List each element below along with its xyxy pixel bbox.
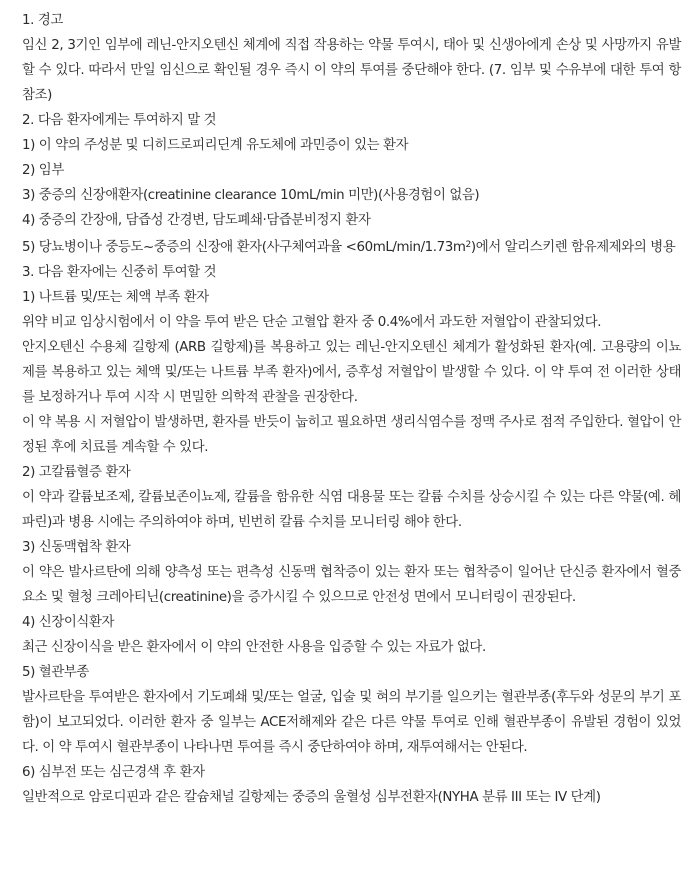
contraindication-item-5 xyxy=(22,233,681,260)
warning-paragraph: 임신 2, 3기인 임부에 레닌-안지오텐신 체계에 직접 작용하는 약물 투여시, 태아 및 신생아에게 손상 및 사망까지 유발할 수 있다. 따라서 만일 임신으로 확인될 경우 즉시 이 약의 투여를 중단해야 한다. (7. 임부 및 수유부에 대한 투여 항 참조) xyxy=(22,38,681,103)
caution-item-2-text: 이 약과 칼륨보조제, 칼륨보존이뇨제, 칼륨을 함유한 식염 대용물 또는 칼륨 수치를 상승시킬 수 있는 다른 약물(예. 헤파린)과 병용 시에는 주의하여야 하며, 빈번히 칼륨 수치를 모니터링 해야 한다. xyxy=(22,490,681,530)
caution-item-1-text-c: 이 약 복용 시 저혈압이 발생하면, 환자를 반듯이 눕히고 필요하면 생리식염수를 정맥 주사로 점적 주입한다. 혈압이 안정된 후에 치료를 계속할 수 있다. xyxy=(22,415,681,455)
contraindication-item-5-tail: )에서 알리스키렌 함유제제와의 병용 xyxy=(470,240,676,255)
caution-item-4-text: 최근 신장이식을 받은 환자에서 이 약의 안전한 사용을 입증할 수 있는 자료가 없다. xyxy=(22,640,486,655)
caution-item-5-text: 발사르탄을 투여받은 환자에서 기도폐쇄 및/또는 얼굴, 입술 및 혀의 부기를 일으키는 혈관부종(후두와 성문의 부기 포함)이 보고되었다. 이러한 환자 중 일부는 ACE저해제와 같은 다른 약물 투여로 인해 혈관부종이 유발된 경험이 있었다. 이 약 투여시 혈관부종이 나타나면 투여를 즉시 중단하여야 하며, 재투여해서는 안된다. xyxy=(22,690,681,755)
caution-item-4-title: 4) 신장이식환자 xyxy=(22,615,115,630)
caution-item-2-title: 2) 고칼륨혈증 환자 xyxy=(22,465,131,480)
contraindication-item-1: 1) 이 약의 주성분 및 디히드로피리딘계 유도체에 과민증이 있는 환자 xyxy=(22,138,409,153)
caution-item-1-text-a: 위약 비교 임상시험에서 이 약을 투여 받은 단순 고혈압 환자 중 0.4%에서 과도한 저혈압이 관찰되었다. xyxy=(22,315,602,330)
caution-item-5-title: 5) 혈관부종 xyxy=(22,665,89,680)
caution-item-1-title: 1) 나트륨 및/또는 체액 부족 환자 xyxy=(22,290,209,305)
heading-caution: 3. 다음 환자에는 신중히 투여할 것 xyxy=(22,265,217,280)
superscript-two: 2 xyxy=(465,240,471,250)
heading-warning: 1. 경고 xyxy=(22,13,63,28)
contraindication-item-3: 3) 중증의 신장애환자(creatinine clearance 10mL/min 미만)(사용경험이 없음) xyxy=(22,188,480,203)
caution-item-3-title: 3) 신동맥협착 환자 xyxy=(22,540,131,555)
caution-item-3-text: 이 약은 발사르탄에 의해 양측성 또는 편측성 신동맥 협착증이 있는 환자 또는 협착증이 일어난 단신증 환자에서 혈중 요소 및 혈청 크레아티닌(creatinine)을 증가시킬 수 있으므로 안전성 면에서 모니터링이 권장된다. xyxy=(22,565,681,605)
contraindication-item-5-text: 5) 당뇨병이나 중등도~중증의 신장애 환자(사구체여과율 <60mL/min/1.73m xyxy=(22,240,466,255)
contraindication-item-4: 4) 중증의 간장애, 담즙성 간경변, 담도폐쇄·담즙분비정지 환자 xyxy=(22,213,371,228)
caution-item-6-text: 일반적으로 암로디핀과 같은 칼슘채널 길항제는 중증의 울혈성 심부전환자(NYHA 분류 III 또는 IV 단계) xyxy=(22,790,601,805)
contraindication-item-2: 2) 임부 xyxy=(22,163,64,178)
heading-contraindications: 2. 다음 환자에게는 투여하지 말 것 xyxy=(22,113,217,128)
caution-item-6-title: 6) 심부전 또는 심근경색 후 환자 xyxy=(22,765,205,780)
caution-item-1-text-b: 안지오텐신 수용체 길항제 (ARB 길항제)를 복용하고 있는 레닌-안지오텐신 체계가 활성화된 환자(예. 고용량의 이뇨제를 복용하고 있는 체액 및/또는 나트륨 부족 환자)에서, 증후성 저혈압이 발생할 수 있다. 이 약 투여 전 이러한 상태를 보정하거나 투여 시작 시 면밀한 의학적 관찰을 권장한다. xyxy=(22,340,681,405)
